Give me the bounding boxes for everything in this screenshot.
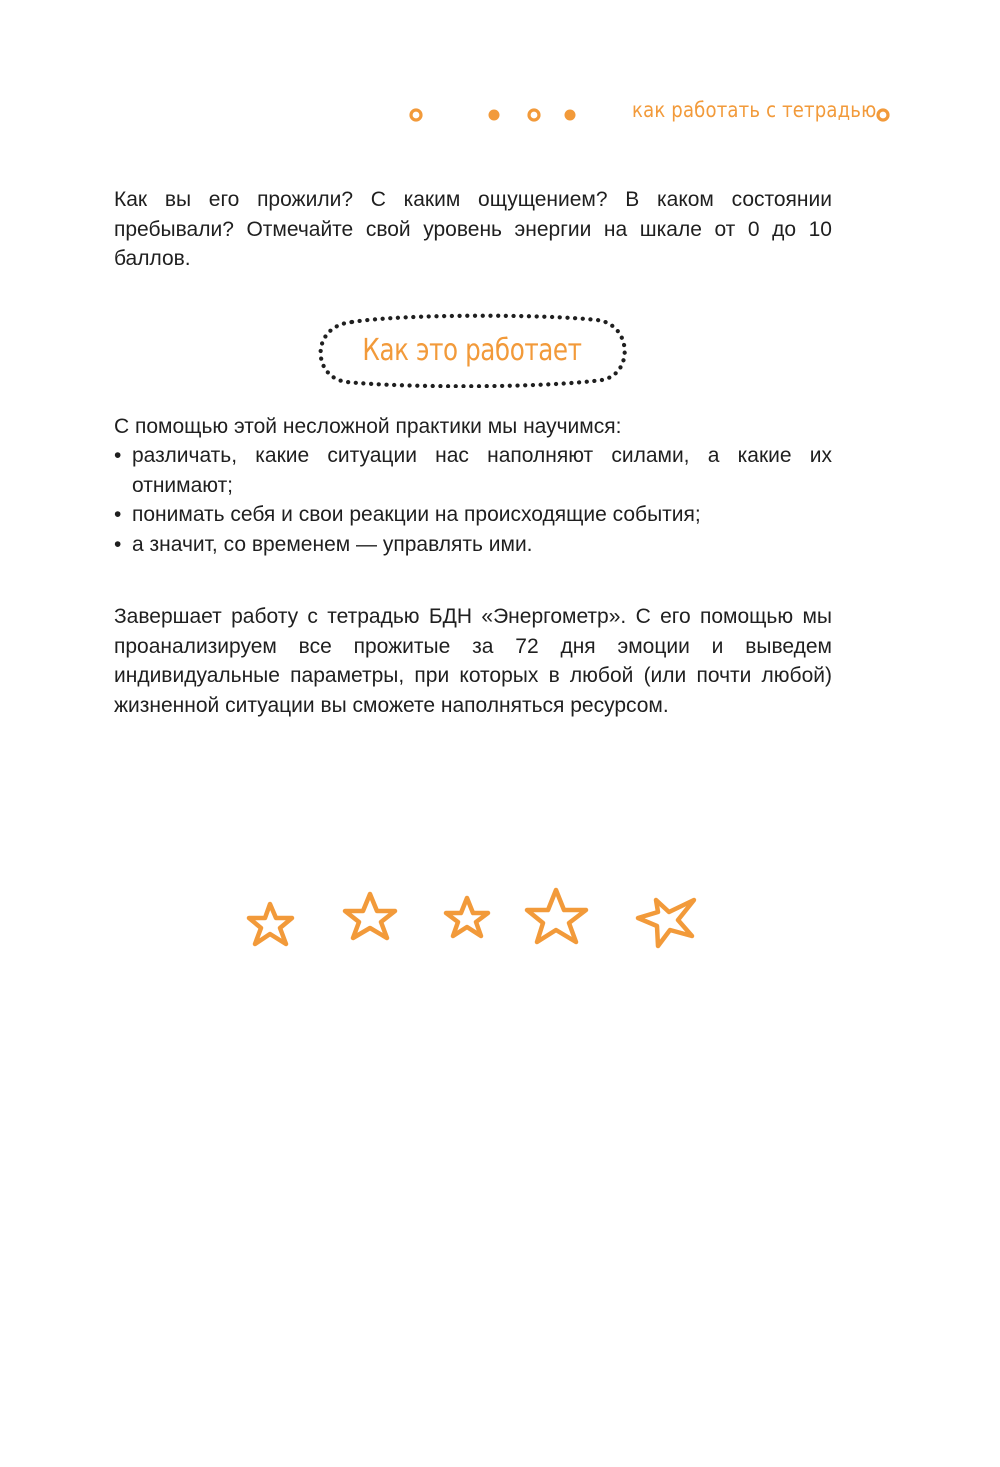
ring-icon [411, 110, 421, 120]
ring-icon [878, 110, 888, 120]
section-heading: Как это работает [362, 332, 582, 368]
ring-icon [529, 110, 539, 120]
running-header-title: как работать с тетрадью [632, 98, 877, 122]
list-item: • понимать себя и свои реакции на происходящие события; [114, 500, 832, 530]
star-icon [527, 890, 586, 942]
stars-decoration [0, 880, 1000, 960]
star-icon [345, 894, 395, 938]
closing-paragraph: Завершает работу с тетрадью БДН «Энергометр». С его помощью мы проанализируем все прожитые за 72 дня эмоции и выведем индивидуальные параметры, при которых в любой (или почти любой) жизненной ситуации вы сможете наполняться ресурсом. [114, 605, 832, 717]
intro-paragraph: Как вы его прожили? С каким ощущением? В каком состоянии пребывали? Отмечайте свой уровень энергии на шкале от 0 до 10 баллов. [114, 188, 832, 270]
list-item: • а значит, со временем — управлять ими. [114, 530, 832, 560]
section-heading-badge [312, 312, 632, 388]
dot-icon [489, 110, 500, 121]
star-icon [446, 898, 488, 936]
bullet-icon: • [114, 503, 122, 526]
dot-icon [565, 110, 576, 121]
bullet-icon: • [114, 444, 122, 467]
star-icon [249, 904, 292, 944]
section-lead: С помощью этой несложной практики мы научимся: [114, 415, 622, 438]
bullet-icon: • [114, 532, 122, 556]
benefits-list [114, 441, 832, 559]
star-icon [638, 900, 694, 946]
list-item: • различать, какие ситуации нас наполняют силами, а какие их отнимают; [114, 441, 832, 500]
